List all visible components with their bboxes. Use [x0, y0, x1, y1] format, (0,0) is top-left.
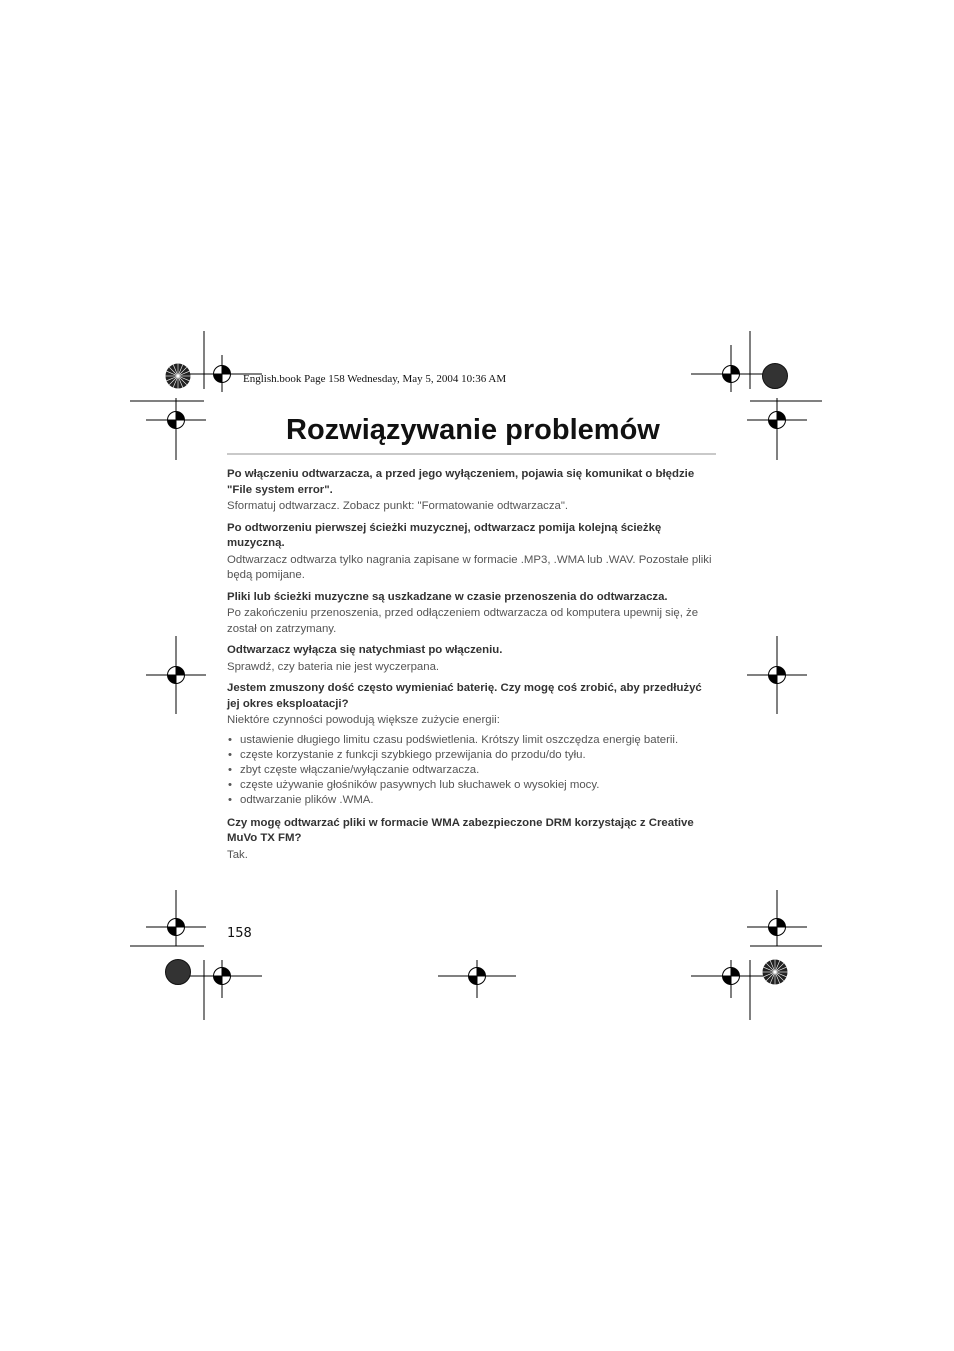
faq-answer: Sformatuj odtwarzacz. Zobacz punkt: "Formatowanie odtwarzacza". — [227, 500, 569, 512]
faq-answer: Po zakończeniu przenoszenia, przed odłączeniem odtwarzacza od komputera upewnij się, że został on zatrzymany. — [227, 607, 699, 635]
list-item: • ustawienie długiego limitu czasu podświetlenia. Krótszy limit oszczędza energię baterii. — [227, 733, 716, 748]
list-item: • odtwarzanie plików .WMA. — [227, 793, 716, 808]
faq-item — [227, 643, 716, 675]
faq-item — [227, 467, 716, 515]
faq-content — [227, 467, 716, 869]
battery-tips-list — [227, 733, 716, 808]
book-header-line: English.book Page 158 Wednesday, May 5, 2004 10:36 AM — [243, 373, 507, 385]
list-item: • zbyt częste włączanie/wyłączanie odtwarzacza. — [227, 763, 716, 778]
faq-item — [227, 521, 716, 584]
page-title: Rozwiązywanie problemów — [286, 414, 660, 446]
page-number: 158 — [227, 926, 252, 941]
faq-item — [227, 590, 716, 638]
faq-question: Po włączeniu odtwarzacza, a przed jego wyłączeniem, pojawia się komunikat o błędzie "File system error". — [227, 468, 695, 496]
list-item: • częste korzystanie z funkcji szybkiego przewijania do przodu/do tyłu. — [227, 748, 716, 763]
faq-item — [227, 816, 716, 864]
faq-answer: Sprawdź, czy bateria nie jest wyczerpana. — [227, 660, 440, 673]
faq-answer: Niektóre czynności powodują większe zużycie energii: — [227, 714, 500, 726]
faq-question: Po odtworzeniu pierwszej ścieżki muzycznej, odtwarzacz pomija kolejną ścieżkę muzyczną. — [227, 521, 662, 549]
faq-question: Jestem zmuszony dość często wymieniać baterię. Czy mogę coś zrobić, aby przedłużyć jej okres eksploatacji? — [227, 682, 702, 710]
faq-question: Odtwarzacz wyłącza się natychmiast po włączeniu. — [227, 644, 503, 656]
faq-answer: Odtwarzacz odtwarza tylko nagrania zapisane w formacie .MP3, .WMA lub .WAV. Pozostałe pliki będą pomijane. — [227, 553, 712, 581]
faq-answer: Tak. — [227, 848, 248, 861]
list-item: • częste używanie głośników pasywnych lub słuchawek o wysokiej mocy. — [227, 778, 716, 793]
faq-question: Czy mogę odtwarzać pliki w formacie WMA zabezpieczone DRM korzystając z Creative MuVo TX FM? — [227, 816, 694, 844]
faq-item — [227, 681, 716, 808]
faq-question: Pliki lub ścieżki muzyczne są uszkadzane w czasie przenoszenia do odtwarzacza. — [227, 590, 668, 603]
title-underline — [227, 453, 716, 455]
